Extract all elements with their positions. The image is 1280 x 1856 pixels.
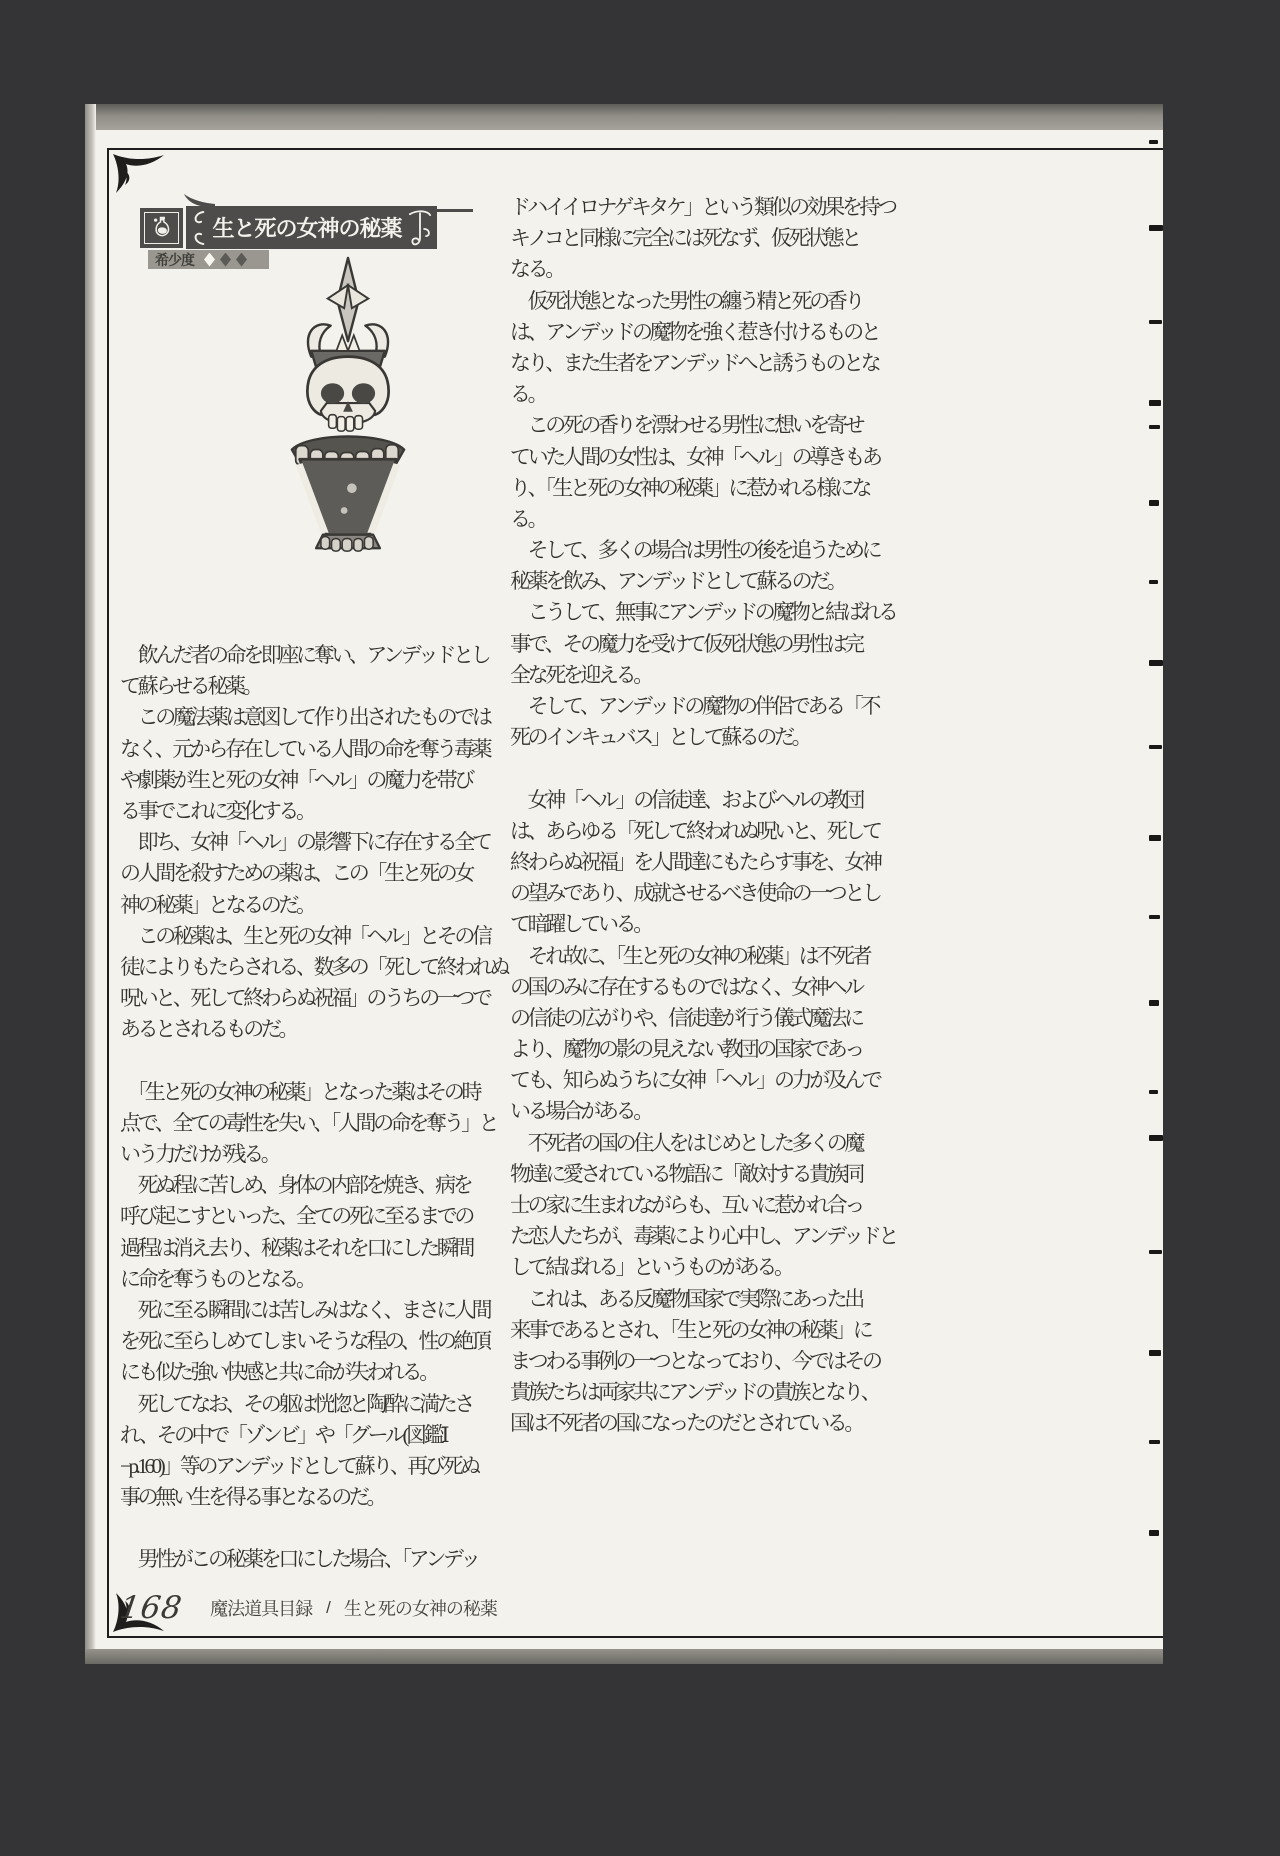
right-text-column	[510, 192, 896, 1440]
page-bottom-edge	[85, 1649, 1163, 1664]
text-line	[510, 753, 890, 784]
text-line: あるとされるものだ。	[120, 1017, 296, 1042]
text-line: 死に至る瞬間には苦しみはなく、まさに人間	[120, 1297, 490, 1322]
text-line: 呪いと、死して終わらぬ祝福」のうちの一つで	[120, 986, 490, 1011]
text-line: この魔法薬は意図して作り出されたものでは	[120, 705, 490, 730]
text-line: なく、元から存在している人間の命を奪う毒薬	[120, 736, 490, 761]
text-line: いう力だけが残る。	[120, 1142, 279, 1166]
text-line: いる場合がある。	[510, 1099, 651, 1124]
text-line: や劇薬が生と死の女神「ヘル」の魔力を帯び	[120, 767, 472, 792]
text-line: は、あらゆる「死して終われぬ呪いと、死して	[510, 818, 880, 843]
text-line: 死ぬ程に苦しめ、身体の内部を焼き、病を	[120, 1173, 471, 1198]
page-left-edge	[85, 104, 96, 1664]
text-line: 呼び起こすといった、全ての死に至るまでの	[120, 1204, 472, 1229]
text-line: 死のインキュバス」として蘇るのだ。	[510, 725, 810, 750]
text-line: を死に至らしめてしまいそうな程の、性の絶頂	[120, 1329, 489, 1354]
text-line: 来事であるとされ、「生と死の女神の秘薬」に	[510, 1317, 871, 1342]
text-line: ていた人間の女性は、女神「ヘル」の導きもあ	[510, 444, 880, 469]
text-line: て蘇らせる秘薬。	[120, 674, 261, 699]
text-line: の国のみに存在するものではなく、女神ヘル	[510, 974, 862, 999]
page-footer	[117, 1588, 497, 1628]
text-line: 貴族たちは両家共にアンデッドの貴族となり、	[510, 1380, 879, 1405]
text-line: 終わらぬ祝福」を人間達にもたらす事を、女神	[510, 849, 880, 874]
text-line: の人間を殺すための薬は、この「生と死の女	[120, 861, 472, 886]
text-line: 女神「ヘル」の信徒達、およびヘルの教団	[510, 787, 862, 812]
text-line: 過程は消え去り、秘薬はそれを口にした瞬間	[120, 1235, 472, 1260]
text-line: 飲んだ者の命を即座に奪い、アンデッドとし	[120, 643, 489, 667]
banner-top-curl-ornament	[182, 193, 216, 209]
banner-right-flourish	[408, 207, 432, 249]
text-line: なる。	[510, 257, 563, 282]
text-line: まつわる事例の一つとなっており、今ではその	[510, 1348, 880, 1373]
text-line: 神の秘薬」となるのだ。	[120, 892, 314, 917]
text-line: 仮死状態となった男性の纏う精と死の香り	[510, 288, 862, 313]
text-line: −p.160)」等のアンデッドとして蘇り、再び死ぬ	[120, 1453, 478, 1478]
book-page	[85, 104, 1163, 1664]
text-line: こうして、無事にアンデッドの魔物と結ばれる	[510, 600, 896, 625]
text-line: り、「生と死の女神の秘薬」に惹かれる様にな	[510, 475, 870, 500]
text-line: そして、多くの場合は男性の後を追うために	[510, 538, 880, 563]
footer-item-title: 生と死の女神の秘薬	[343, 1599, 497, 1619]
banner-tail-line	[435, 209, 473, 212]
text-line: れ、その中で「ゾンビ」や「グール(図鑑Ⅰ	[120, 1422, 447, 1447]
text-line: 国は不死者の国になったのだとされている。	[510, 1411, 862, 1436]
footer-catalog-title: 魔法道具目録	[210, 1599, 313, 1619]
text-line: の望みであり、成就させるべき使命の一つとし	[510, 881, 880, 906]
item-title-banner	[186, 206, 437, 249]
page-number: 168	[117, 1590, 185, 1626]
stitch-mark	[1149, 140, 1158, 144]
text-line: より、魔物の影の見えない教団の国家であっ	[510, 1037, 862, 1062]
text-line: 秘薬を飲み、アンデッドとして蘇るのだ。	[510, 569, 845, 594]
text-line: る事でこれに変化する。	[120, 798, 314, 823]
text-line: 士の家に生まれながらも、互いに惹かれ合っ	[510, 1193, 862, 1217]
text-line: 不死者の国の住人をはじめとした多くの魔	[510, 1130, 862, 1155]
text-line: して結ばれる」というものがある。	[510, 1255, 792, 1280]
text-line: にも似た強い快感と共に命が失われる。	[120, 1360, 437, 1385]
text-line: 事の無い生を得る事となるのだ。	[120, 1485, 384, 1510]
item-category-icon-box	[140, 208, 183, 248]
text-line: 点で、全ての毒性を失い、「人間の命を奪う」と	[120, 1110, 497, 1135]
corner-flourish-top-left	[112, 153, 166, 207]
text-line: に命を奪うものとなる。	[120, 1266, 314, 1291]
text-line: る。	[510, 382, 546, 407]
text-line: 全な死を迎える。	[510, 662, 651, 687]
text-line: て暗躍している。	[510, 912, 651, 937]
banner-left-flourish	[190, 208, 206, 248]
text-line: 物達に愛されている物語に「敵対する貴族同	[510, 1161, 862, 1186]
text-line: 男性がこの秘薬を口にした場合、「アンデッ	[120, 1547, 478, 1572]
text-line: ドハイイロナゲキタケ」という類似の効果を持つ	[510, 195, 895, 219]
text-line: た恋人たちが、毒薬により心中し、アンデッドと	[510, 1224, 896, 1249]
text-line: は、アンデッドの魔物を強く惹き付けるものと	[510, 319, 879, 344]
text-line: なり、また生者をアンデッドへと誘うものとな	[510, 350, 879, 375]
rarity-diamond-light	[204, 253, 215, 267]
text-line: 徒によりもたらされる、数多の「死して終われぬ	[120, 954, 508, 979]
text-line: キノコと同様に完全には死なず、仮死状態と	[510, 226, 859, 251]
text-line: ても、知らぬうちに女神「ヘル」の力が及んで	[510, 1068, 880, 1093]
rarity-label: 希少度	[155, 253, 194, 269]
item-title: 生と死の女神の秘薬	[212, 216, 402, 241]
skull-potion-bottle-illustration	[250, 256, 446, 556]
text-line: 事で、その魔力を受けて仮死状態の男性は完	[510, 631, 862, 656]
text-line: それ故に、「生と死の女神の秘薬」は不死者	[510, 943, 870, 968]
rarity-diamonds	[204, 253, 247, 267]
text-line: の信徒の広がりや、信徒達が行う儀式魔法に	[510, 1005, 862, 1030]
footer-separator: /	[326, 1598, 330, 1617]
text-line: 死してなお、その躯は恍惚と陶酔に満たさ	[120, 1391, 472, 1416]
left-text-column	[120, 640, 508, 1576]
text-line: この死の香りを漂わせる男性に想いを寄せ	[510, 413, 862, 438]
text-line: る。	[510, 506, 546, 531]
text-line: 「生と死の女神の秘薬」となった薬はその時	[120, 1079, 480, 1104]
rarity-diamond-dark	[220, 253, 231, 267]
text-line: これは、ある反魔物国家で実際にあった出	[510, 1286, 862, 1311]
text-line: この秘薬は、生と死の女神「ヘル」とその信	[120, 923, 490, 948]
text-line: そして、アンデッドの魔物の伴侶である「不	[510, 694, 878, 718]
page-top-edge	[85, 104, 1163, 130]
text-line	[120, 1045, 500, 1076]
rarity-diamond-dark	[236, 253, 247, 267]
text-line	[120, 1513, 500, 1544]
potion-flask-icon	[144, 212, 179, 244]
text-line: 即ち、女神「ヘル」の影響下に存在する全て	[120, 830, 490, 855]
